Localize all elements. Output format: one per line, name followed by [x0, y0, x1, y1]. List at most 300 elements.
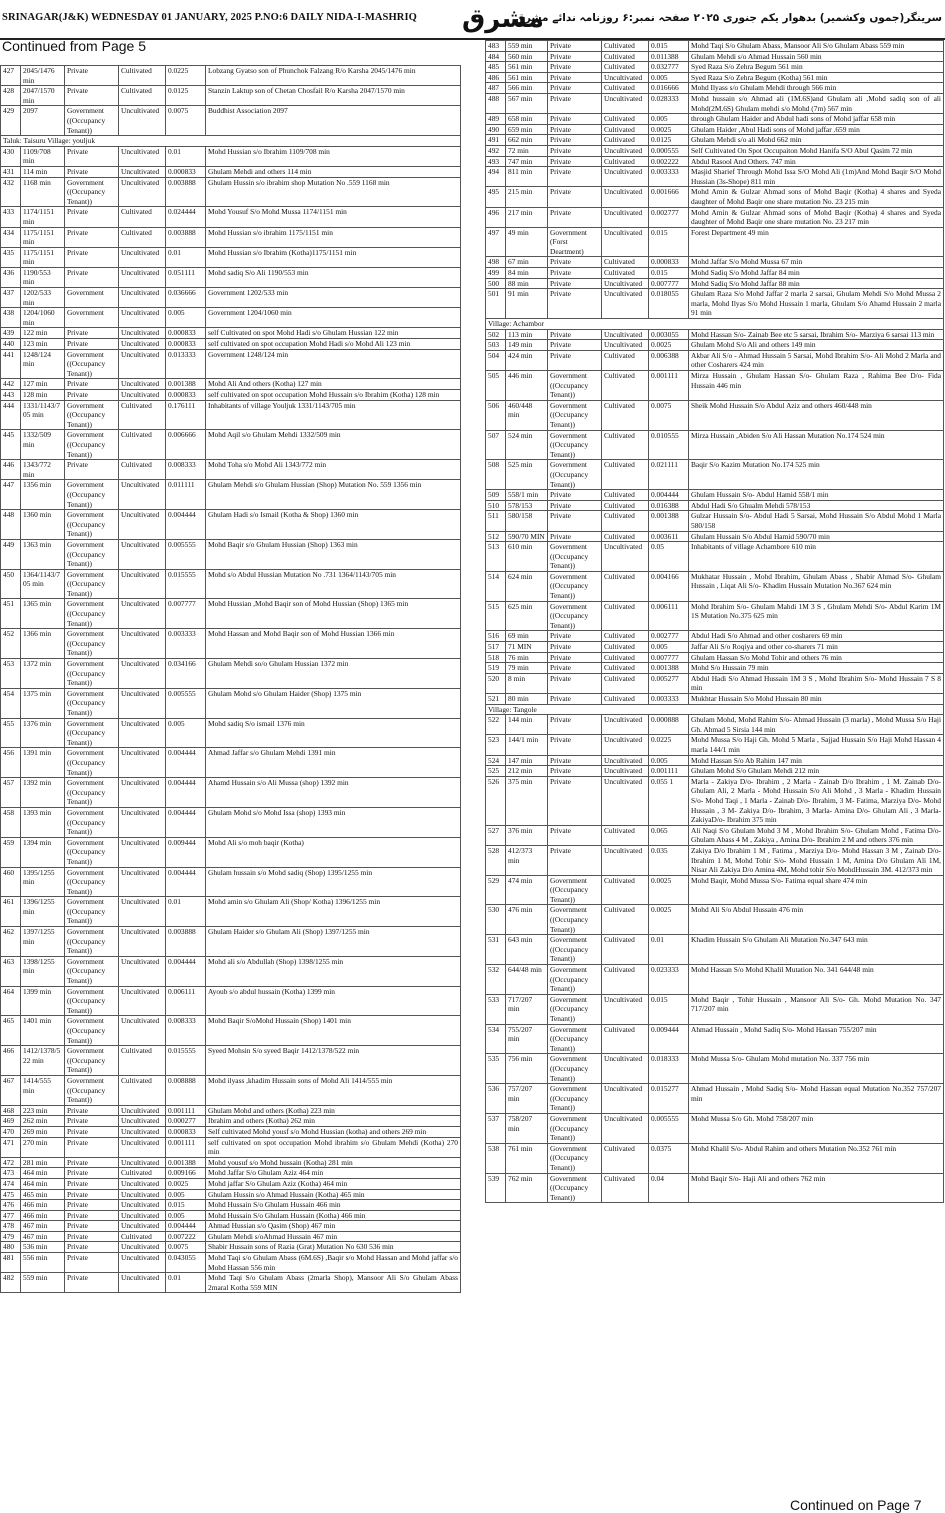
khasra-number-cell: 561 min [506, 72, 548, 83]
land-class-cell: Cultivated [602, 652, 649, 663]
row-number-cell: 536 [486, 1084, 506, 1114]
khasra-number-cell: 1204/1060 min [21, 308, 65, 328]
ownership-cell: Private [548, 167, 602, 187]
ownership-cell: Government ((Occupancy Tenant)) [65, 510, 119, 540]
remarks-cell: Ghulam Haider s/o Ghulam Ali (Shop) 1397/1255 min [206, 927, 461, 957]
area-cell: 0.015 [166, 1200, 206, 1211]
table-row [486, 1054, 944, 1084]
remarks-cell: Khadim Hussain S/o Ghulam Ali Mutation No.347 643 min [689, 935, 944, 965]
ownership-cell: Private [548, 135, 602, 146]
row-number-cell: 502 [486, 329, 506, 340]
row-number-cell: 529 [486, 875, 506, 905]
row-number-cell: 524 [486, 755, 506, 766]
table-row [486, 83, 944, 94]
ownership-cell: Government ((Occupancy Tenant)) [548, 430, 602, 460]
ownership-cell: Government ((Occupancy Tenant)) [65, 718, 119, 748]
area-cell: 0.001388 [166, 1157, 206, 1168]
row-number-cell: 430 [1, 146, 21, 166]
table-row [486, 935, 944, 965]
area-cell: 0.0025 [649, 340, 689, 351]
row-number-cell: 509 [486, 490, 506, 501]
area-cell: 0.000833 [166, 1126, 206, 1137]
khasra-number-cell: 269 min [21, 1126, 65, 1137]
area-cell: 0.0025 [649, 875, 689, 905]
ownership-cell: Private [548, 511, 602, 531]
land-class-cell: Uncultivated [602, 145, 649, 156]
row-number-cell: 490 [486, 124, 506, 135]
land-class-cell: Uncultivated [119, 339, 166, 350]
remarks-cell: Ahmad Hussain , Mohd Sadiq S/o- Mohd Hassan equal Mutation No.352 757/207 min [689, 1084, 944, 1114]
khasra-number-cell: 91 min [506, 289, 548, 319]
land-class-cell: Cultivated [602, 51, 649, 62]
land-class-cell: Cultivated [602, 511, 649, 531]
row-number-cell: 501 [486, 289, 506, 319]
row-number-cell: 539 [486, 1173, 506, 1203]
remarks-cell: Ghulam hussain s/o Mohd sadiq (Shop) 1395/1255 min [206, 867, 461, 897]
table-row [486, 329, 944, 340]
remarks-cell: Syeed Mohsin S/o syeed Baqir 1412/1378/522 min [206, 1046, 461, 1076]
village-heading-row [1, 136, 461, 147]
row-number-cell: 531 [486, 935, 506, 965]
khasra-number-cell: 524 min [506, 430, 548, 460]
ownership-cell: Private [548, 72, 602, 83]
area-cell: 0.010555 [649, 430, 689, 460]
khasra-number-cell: 281 min [21, 1157, 65, 1168]
table-row [1, 288, 461, 308]
row-number-cell: 515 [486, 601, 506, 631]
land-class-cell: Cultivated [602, 642, 649, 653]
khasra-number-cell: 474 min [506, 875, 548, 905]
area-cell: 0.001111 [649, 371, 689, 401]
table-row [486, 371, 944, 401]
ownership-cell: Government ((Occupancy Tenant)) [65, 659, 119, 689]
remarks-cell: Mohd Hassan S/o Ab Rahim 147 min [689, 755, 944, 766]
row-number-cell: 467 [1, 1075, 21, 1105]
row-number-cell: 521 [486, 694, 506, 705]
land-class-cell: Cultivated [119, 400, 166, 430]
khasra-number-cell: 8 min [506, 673, 548, 693]
khasra-number-cell: 578/153 [506, 500, 548, 511]
table-row [1, 1157, 461, 1168]
khasra-number-cell: 1375 min [21, 688, 65, 718]
row-number-cell: 456 [1, 748, 21, 778]
ownership-cell: Government ((Occupancy Tenant)) [65, 897, 119, 927]
remarks-cell: Mohd Sadiq S/o Mohd Jaffar 88 min [689, 278, 944, 289]
area-cell: 0.005 [166, 308, 206, 328]
table-row [1, 1273, 461, 1293]
remarks-cell: Mohd sadiq S/o Ali 1190/553 min [206, 267, 461, 287]
area-cell: 0.035 [649, 845, 689, 875]
land-class-cell: Uncultivated [119, 688, 166, 718]
remarks-cell: Ghulam Mohd S/o Ali and others 149 min [689, 340, 944, 351]
land-class-cell: Cultivated [602, 257, 649, 268]
khasra-number-cell: 1363 min [21, 539, 65, 569]
ownership-cell: Government ((Occupancy Tenant)) [65, 599, 119, 629]
land-class-cell: Cultivated [602, 601, 649, 631]
remarks-cell: Ghulam Hassan S/o Mohd Tohir and others 76 min [689, 652, 944, 663]
ownership-cell: Government ((Occupancy Tenant)) [65, 956, 119, 986]
khasra-number-cell: 1331/1143/705 min [21, 400, 65, 430]
area-cell: 0.002222 [649, 156, 689, 167]
khasra-number-cell: 1190/553 min [21, 267, 65, 287]
land-class-cell: Cultivated [602, 663, 649, 674]
table-row [486, 156, 944, 167]
ownership-cell: Private [548, 631, 602, 642]
remarks-cell: Ahamd Hussain s/o Ali Mussa (shop) 1392 min [206, 778, 461, 808]
khasra-number-cell: 1168 min [21, 177, 65, 207]
ownership-cell: Private [548, 207, 602, 227]
land-class-cell: Cultivated [602, 135, 649, 146]
khasra-number-cell: 1395/1255 min [21, 867, 65, 897]
remarks-cell: Zakiya D/o Ibrahim 1 M , Fatima , Marziya D/o- Mohd Hassan 3 M , Zainab D/o-Ibrahim 1 M, Mohd Tohir S/o- Mohd Hussain 1 M, Amina D/o Ghulam Ali 1M, Nisar Ali Zakiya D/o Amina 4M, Mohd tohir S/o MohdHussain 3M. 412/373 min [689, 845, 944, 875]
remarks-cell: Self Cultivated On Spot Occupaiton Mohd Hanifa S/O Abul Qasim 72 min [689, 145, 944, 156]
table-row [1, 956, 461, 986]
land-records-table-left [0, 65, 461, 1293]
remarks-cell: Mohd Taqi S/o Ghulam Abass, Mansoor Ali S/o Ghulam Abass 559 min [689, 41, 944, 52]
area-cell: 0.005 [166, 1210, 206, 1221]
table-row [1, 807, 461, 837]
table-row [486, 350, 944, 370]
table-row [486, 289, 944, 319]
row-number-cell: 458 [1, 807, 21, 837]
row-number-cell: 438 [1, 308, 21, 328]
table-row [1, 1189, 461, 1200]
land-class-cell: Cultivated [119, 1168, 166, 1179]
area-cell: 0.016666 [649, 83, 689, 94]
area-cell: 0.003888 [166, 177, 206, 207]
ownership-cell: Private [548, 652, 602, 663]
table-row [486, 207, 944, 227]
ownership-cell: Government ((Occupancy Tenant)) [548, 460, 602, 490]
row-number-cell: 457 [1, 778, 21, 808]
table-row [486, 652, 944, 663]
table-row [486, 1024, 944, 1054]
land-class-cell: Cultivated [602, 631, 649, 642]
land-records-table-right [485, 40, 944, 1203]
ownership-cell: Government ((Occupancy Tenant)) [65, 748, 119, 778]
ownership-cell: Private [548, 694, 602, 705]
table-row [486, 715, 944, 735]
area-cell: 0.018333 [649, 1054, 689, 1084]
khasra-number-cell: 566 min [506, 83, 548, 94]
remarks-cell: Abdul Hadi S/o Ghualm Mehdi 578/153 [689, 500, 944, 511]
area-cell: 0.009166 [166, 1168, 206, 1179]
area-cell: 0.015 [649, 227, 689, 257]
ownership-cell: Private [65, 1200, 119, 1211]
remarks-cell: Mohd Hussian s/o Ibrahim 1109/708 min [206, 146, 461, 166]
table-row [486, 965, 944, 995]
area-cell: 0.015 [649, 41, 689, 52]
area-cell: 0.000833 [166, 339, 206, 350]
remarks-cell: Mohd Hussian s/o ibrahim 1175/1151 min [206, 227, 461, 247]
remarks-cell: Mohd Baqir, Mohd Mussa S/o- Fatima equal share 474 min [689, 875, 944, 905]
row-number-cell: 478 [1, 1221, 21, 1232]
ownership-cell: Government ((Occupancy Tenant)) [65, 400, 119, 430]
area-cell: 0.015 [649, 994, 689, 1024]
table-row [486, 187, 944, 207]
khasra-number-cell: 69 min [506, 631, 548, 642]
khasra-number-cell: 375 min [506, 776, 548, 825]
row-number-cell: 449 [1, 539, 21, 569]
remarks-cell: Mohd Ali And others (Kotha) 127 min [206, 379, 461, 390]
area-cell: 0.005555 [166, 688, 206, 718]
land-class-cell: Uncultivated [119, 629, 166, 659]
land-class-cell: Cultivated [119, 460, 166, 480]
row-number-cell: 431 [1, 166, 21, 177]
remarks-cell: Mohd Amin & Gulzar Ahmad sons of Mohd Baqir (Kotha) 4 shares and Syeda daughter of Mohd Baqir one share mutation No. 23 217 min [689, 207, 944, 227]
table-row [486, 430, 944, 460]
row-number-cell: 485 [486, 62, 506, 73]
row-number-cell: 511 [486, 511, 506, 531]
land-class-cell: Uncultivated [119, 897, 166, 927]
area-cell: 0.055 1 [649, 776, 689, 825]
row-number-cell: 538 [486, 1143, 506, 1173]
khasra-number-cell: 1332/509 min [21, 430, 65, 460]
area-cell: 0.021111 [649, 460, 689, 490]
table-row [486, 1084, 944, 1114]
area-cell: 0.034166 [166, 659, 206, 689]
khasra-number-cell: 1365 min [21, 599, 65, 629]
ownership-cell: Private [65, 1178, 119, 1189]
ownership-cell: Private [548, 531, 602, 542]
area-cell: 0.004444 [166, 1221, 206, 1232]
khasra-number-cell: 446 min [506, 371, 548, 401]
table-row [486, 460, 944, 490]
remarks-cell: Ayoub s/o abdul hussain (Kotha) 1399 min [206, 986, 461, 1016]
remarks-cell: Abdul Hadi S/o Ahmad and other cosharers 69 min [689, 631, 944, 642]
row-number-cell: 487 [486, 83, 506, 94]
row-number-cell: 476 [1, 1200, 21, 1211]
land-class-cell: Uncultivated [602, 1054, 649, 1084]
area-cell: 0.0075 [166, 106, 206, 136]
area-cell: 0.003888 [166, 927, 206, 957]
land-class-cell: Cultivated [119, 1231, 166, 1242]
land-class-cell: Uncultivated [602, 766, 649, 777]
ownership-cell: Private [548, 83, 602, 94]
remarks-cell: Mohd Toha s/o Mohd Ali 1343/772 min [206, 460, 461, 480]
khasra-number-cell: 67 min [506, 257, 548, 268]
ownership-cell: Private [548, 663, 602, 674]
table-row [1, 927, 461, 957]
khasra-number-cell: 625 min [506, 601, 548, 631]
row-number-cell: 429 [1, 106, 21, 136]
area-cell: 0.051111 [166, 267, 206, 287]
continued-on-label: Continued on Page 7 [790, 1497, 922, 1513]
row-number-cell: 514 [486, 571, 506, 601]
row-number-cell: 507 [486, 430, 506, 460]
remarks-cell: Ibrahim and others (Kotha) 262 min [206, 1116, 461, 1127]
ownership-cell: Government ((Occupancy Tenant)) [65, 1016, 119, 1046]
table-row [1, 1231, 461, 1242]
area-cell: 0.015555 [166, 569, 206, 599]
row-number-cell: 484 [486, 51, 506, 62]
remarks-cell: Ghulam Mehdi s/o Ahmad Hussain 560 min [689, 51, 944, 62]
land-class-cell: Cultivated [602, 41, 649, 52]
ownership-cell: Private [548, 41, 602, 52]
remarks-cell: Inhabitants of village Youljuk 1331/1143/705 min [206, 400, 461, 430]
remarks-cell: Ghulam Mohd S/o Ghulam Mehdi 212 min [689, 766, 944, 777]
newspaper-logo: مشرق [462, 4, 544, 34]
land-class-cell: Uncultivated [119, 718, 166, 748]
row-number-cell: 496 [486, 207, 506, 227]
table-row [1, 379, 461, 390]
land-class-cell: Cultivated [602, 268, 649, 279]
area-cell: 0.011388 [649, 51, 689, 62]
row-number-cell: 508 [486, 460, 506, 490]
land-class-cell: Cultivated [602, 875, 649, 905]
village-heading: Taluk: Taisuru Village: youljuk [1, 136, 461, 147]
table-row [1, 510, 461, 540]
khasra-number-cell: 123 min [21, 339, 65, 350]
table-row [486, 905, 944, 935]
remarks-cell: Ghulam Mohd and others (Kotha) 223 min [206, 1105, 461, 1116]
table-row [486, 663, 944, 674]
khasra-number-cell: 590/70 MIN [506, 531, 548, 542]
row-number-cell: 527 [486, 825, 506, 845]
ownership-cell: Private [548, 350, 602, 370]
ownership-cell: Private [548, 735, 602, 755]
ownership-cell: Government ((Occupancy Tenant)) [65, 539, 119, 569]
row-number-cell: 505 [486, 371, 506, 401]
land-class-cell: Cultivated [602, 935, 649, 965]
ownership-cell: Government ((Occupancy Tenant)) [548, 905, 602, 935]
remarks-cell: Mohd S/o Hussain 79 min [689, 663, 944, 674]
ownership-cell: Private [65, 86, 119, 106]
remarks-cell: Mirza Hussain , Ghulam Hassan S/o- Ghulam Raza , Rahima Bee D/o- Fida Hussain 446 min [689, 371, 944, 401]
remarks-cell: Stanzin Laktup son of Chetan Chosfail R/o Karsha 2047/1570 min [206, 86, 461, 106]
row-number-cell: 471 [1, 1137, 21, 1157]
table-row [1, 688, 461, 718]
table-row [1, 1200, 461, 1211]
khasra-number-cell: 561 min [506, 62, 548, 73]
area-cell: 0.005 [649, 755, 689, 766]
land-class-cell: Uncultivated [602, 776, 649, 825]
land-class-cell: Cultivated [602, 114, 649, 125]
row-number-cell: 532 [486, 965, 506, 995]
remarks-cell: Mohd Ali S/o Abdul Hussain 476 min [689, 905, 944, 935]
khasra-number-cell: 758/207 min [506, 1113, 548, 1143]
land-class-cell: Uncultivated [119, 177, 166, 207]
area-cell: 0.002777 [649, 207, 689, 227]
row-number-cell: 528 [486, 845, 506, 875]
ownership-cell: Private [548, 145, 602, 156]
ownership-cell: Private [548, 124, 602, 135]
remarks-cell: Mohd Ali s/o moh baqir (Kotha) [206, 837, 461, 867]
row-number-cell: 439 [1, 328, 21, 339]
area-cell: 0.028333 [649, 93, 689, 113]
remarks-cell: Ghulam Mehdi s/oAhmad Hussain 467 min [206, 1231, 461, 1242]
land-class-cell: Uncultivated [119, 247, 166, 267]
area-cell: 0.0125 [166, 86, 206, 106]
ownership-cell: Private [548, 114, 602, 125]
ownership-cell: Government ((Occupancy Tenant)) [548, 571, 602, 601]
remarks-cell: self cultivated on spot occupation Mohd ibrahim s/o Ghulam Mehdi (Kotha) 270 min [206, 1137, 461, 1157]
area-cell: 0.000555 [649, 145, 689, 156]
row-number-cell: 503 [486, 340, 506, 351]
ownership-cell: Government (Forst Deartment) [548, 227, 602, 257]
land-class-cell: Uncultivated [602, 735, 649, 755]
row-number-cell: 448 [1, 510, 21, 540]
area-cell: 0.006388 [649, 350, 689, 370]
table-row [1, 227, 461, 247]
ownership-cell: Government ((Occupancy Tenant)) [65, 1075, 119, 1105]
ownership-cell: Private [65, 227, 119, 247]
land-class-cell: Uncultivated [119, 146, 166, 166]
remarks-cell: Ahmad Hussain , Mohd Sadiq S/o- Mohd Hassan 755/207 min [689, 1024, 944, 1054]
ownership-cell: Private [548, 776, 602, 825]
ownership-cell: Private [65, 1189, 119, 1200]
area-cell: 0.001388 [166, 379, 206, 390]
land-class-cell: Cultivated [119, 227, 166, 247]
khasra-number-cell: 559 min [21, 1273, 65, 1293]
area-cell: 0.000833 [166, 390, 206, 401]
khasra-number-cell: 223 min [21, 1105, 65, 1116]
row-number-cell: 535 [486, 1054, 506, 1084]
khasra-number-cell: 1175/1151 min [21, 227, 65, 247]
table-row [486, 1173, 944, 1203]
area-cell: 0.001111 [166, 1137, 206, 1157]
land-class-cell: Uncultivated [602, 207, 649, 227]
ownership-cell: Government ((Occupancy Tenant)) [548, 1173, 602, 1203]
khasra-number-cell: 376 min [506, 825, 548, 845]
land-class-cell: Uncultivated [602, 755, 649, 766]
ownership-cell: Private [65, 1210, 119, 1221]
masthead-urdu-dateline: سرینگر(جموں وکشمیر) بدھوار یکم جنوری ۲۰۲۵ صفحہ نمبر:۶ روزنامہ ندائے مشرق [515, 12, 942, 24]
khasra-number-cell: 1175/1151 min [21, 247, 65, 267]
area-cell: 0.0075 [649, 400, 689, 430]
table-row [486, 875, 944, 905]
remarks-cell: Buddhist Association 2097 [206, 106, 461, 136]
land-class-cell: Cultivated [602, 490, 649, 501]
khasra-number-cell: 761 min [506, 1143, 548, 1173]
remarks-cell: Ghulam Mehdi and others 114 min [206, 166, 461, 177]
row-number-cell: 463 [1, 956, 21, 986]
khasra-number-cell: 558/1 min [506, 490, 548, 501]
khasra-number-cell: 2045/1476 min [21, 66, 65, 86]
ownership-cell: Private [65, 460, 119, 480]
area-cell: 0.005 [166, 718, 206, 748]
land-class-cell: Uncultivated [119, 599, 166, 629]
area-cell: 0.005 [649, 114, 689, 125]
khasra-number-cell: 1398/1255 min [21, 956, 65, 986]
row-number-cell: 442 [1, 379, 21, 390]
ownership-cell: Government ((Occupancy Tenant)) [548, 935, 602, 965]
table-row [1, 66, 461, 86]
ownership-cell: Government ((Occupancy Tenant)) [65, 430, 119, 460]
land-class-cell: Uncultivated [602, 715, 649, 735]
table-row [1, 166, 461, 177]
land-class-cell: Uncultivated [119, 1253, 166, 1273]
row-number-cell: 437 [1, 288, 21, 308]
ownership-cell: Government ((Occupancy Tenant)) [65, 927, 119, 957]
khasra-number-cell: 424 min [506, 350, 548, 370]
village-heading: Village: Tangole [486, 704, 944, 715]
ownership-cell: Private [65, 247, 119, 267]
area-cell: 0.001111 [649, 766, 689, 777]
row-number-cell: 459 [1, 837, 21, 867]
ownership-cell: Private [548, 340, 602, 351]
remarks-cell: Self cultivated Mohd yousf s/o Mohd Hussian (kotha) and others 269 min [206, 1126, 461, 1137]
area-cell: 0.01 [166, 1273, 206, 1293]
khasra-number-cell: 149 min [506, 340, 548, 351]
table-row [1, 1221, 461, 1232]
table-row [1, 1116, 461, 1127]
table-row [486, 531, 944, 542]
area-cell: 0.004444 [166, 778, 206, 808]
table-row [1, 569, 461, 599]
area-cell: 0.023333 [649, 965, 689, 995]
area-cell: 0.008333 [166, 1016, 206, 1046]
